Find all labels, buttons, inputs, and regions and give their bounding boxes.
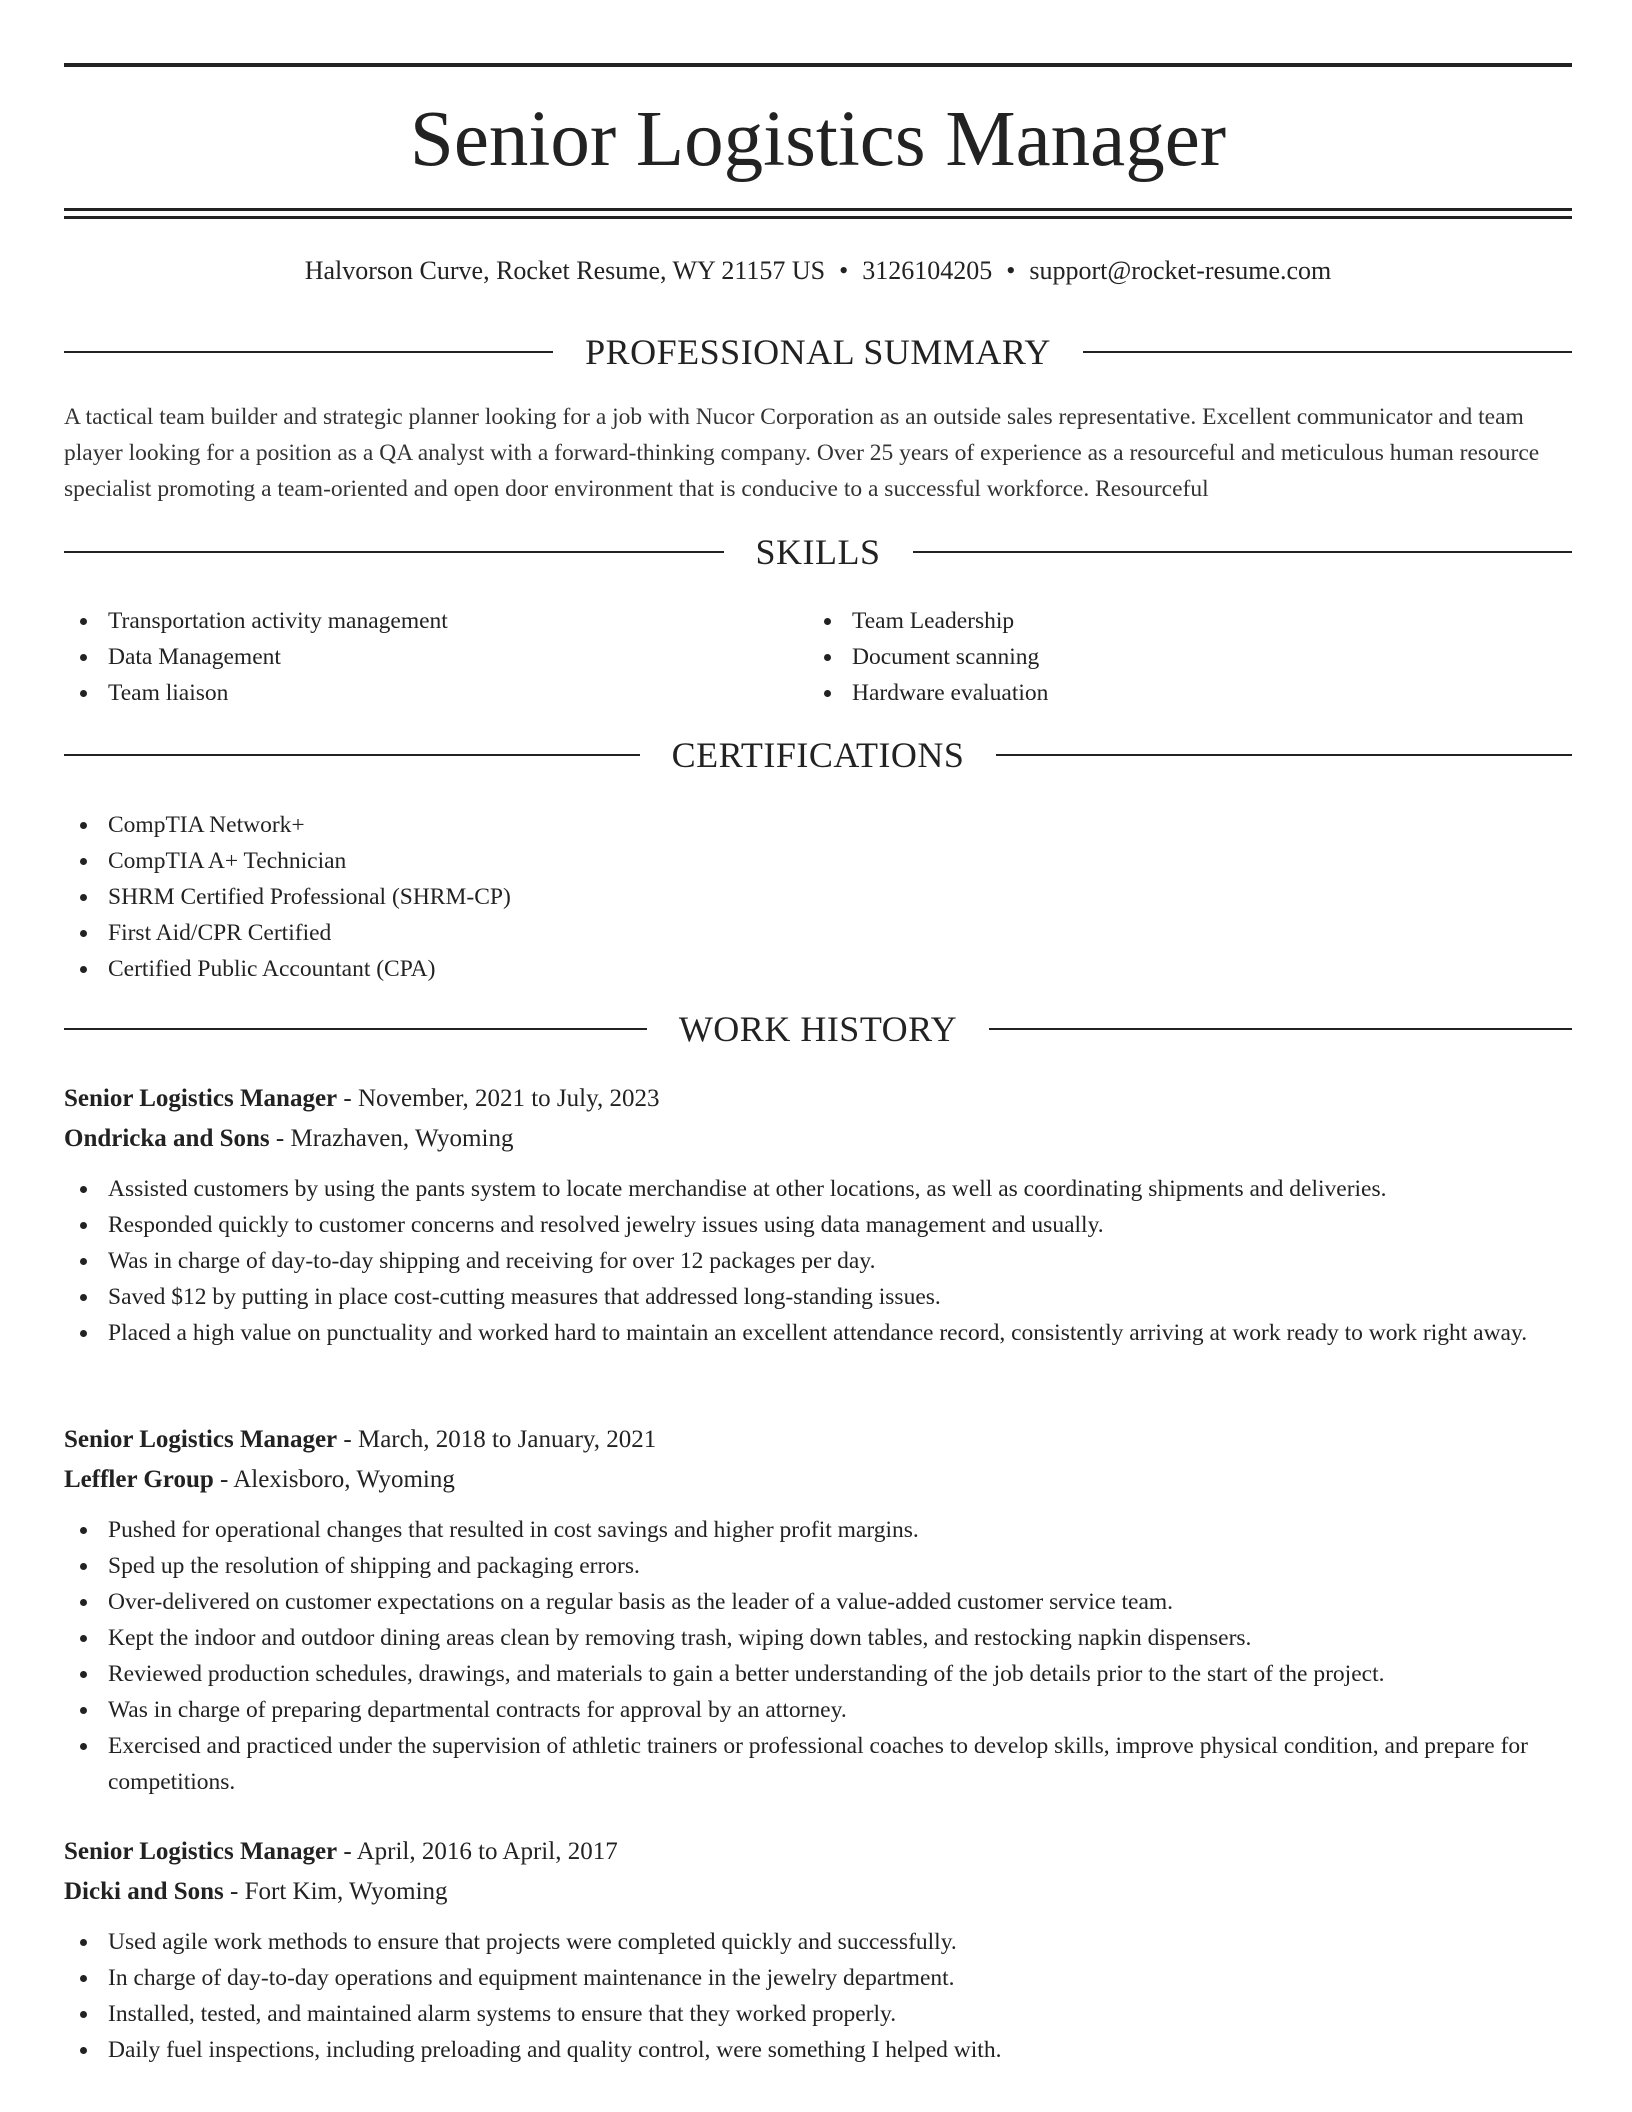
section-heading-work-history (64, 1007, 1572, 1051)
job-title: Senior Logistics Manager (64, 1085, 338, 1112)
skills-column-right (808, 603, 1552, 711)
list-item: Data Management (64, 639, 808, 675)
heading-rule-left (64, 551, 724, 553)
list-item: In charge of day-to-day operations and equipment maintenance in the jewelry department. (64, 1960, 1572, 1996)
header-top-rule (64, 63, 1572, 67)
list-item: Was in charge of day-to-day shipping and receiving for over 12 packages per day. (64, 1243, 1572, 1279)
heading-rule-right (1083, 351, 1572, 353)
list-item: CompTIA Network+ (64, 807, 1572, 843)
job-company-line (64, 1119, 1572, 1159)
list-item: Over-delivered on customer expectations on a regular basis as the leader of a value-added customer service team. (64, 1584, 1572, 1620)
list-item: Transportation activity management (64, 603, 808, 639)
job-company-line (64, 1872, 1572, 1912)
contact-separator: • (839, 256, 849, 285)
heading-rule-left (64, 754, 640, 756)
skills-column-left (64, 603, 808, 711)
list-item: SHRM Certified Professional (SHRM-CP) (64, 879, 1572, 915)
list-item: Daily fuel inspections, including preloading and quality control, were something I helped with. (64, 2032, 1572, 2068)
section-title: SKILLS (755, 532, 881, 572)
job-title-line (64, 1420, 1572, 1460)
heading-rule-right (996, 754, 1572, 756)
heading-rule-left (64, 1028, 647, 1030)
section-heading-summary (64, 330, 1572, 374)
section-heading-certifications (64, 733, 1572, 777)
job-title-line (64, 1832, 1572, 1872)
job-location: - Fort Kim, Wyoming (223, 1878, 448, 1905)
job-title: Senior Logistics Manager (64, 1426, 338, 1453)
job-dates: - March, 2018 to January, 2021 (337, 1426, 657, 1453)
summary-text: A tactical team builder and strategic planner looking for a job with Nucor Corporation as an outside sales representative. Excellent communicator and team player looking for a position as a QA analyst with a forward-thinking company. Over 25 years of experience as a resourceful and meticulous human resource specialist promoting a team-oriented and open door environment that is conducive to a successful workforce. Resourceful (64, 404, 1540, 502)
contact-separator: • (1006, 256, 1016, 285)
job-dates: - November, 2021 to July, 2023 (337, 1085, 660, 1112)
list-item: Placed a high value on punctuality and worked hard to maintain an excellent attendance record, consistently arriving at work ready to work right away. (64, 1315, 1572, 1351)
list-item: Hardware evaluation (808, 675, 1552, 711)
list-item: CompTIA A+ Technician (64, 843, 1572, 879)
list-item: First Aid/CPR Certified (64, 915, 1572, 951)
job-company-line (64, 1460, 1572, 1500)
section-title: WORK HISTORY (678, 1009, 958, 1049)
list-item: Sped up the resolution of shipping and packaging errors. (64, 1548, 1572, 1584)
job-entry (64, 1420, 1572, 1800)
list-item: Document scanning (808, 639, 1552, 675)
job-company: Ondricka and Sons (64, 1125, 270, 1152)
heading-rule-left (64, 351, 553, 353)
list-item: Pushed for operational changes that resulted in cost savings and higher profit margins. (64, 1512, 1572, 1548)
contact-address: Halvorson Curve, Rocket Resume, WY 21157 US (304, 256, 826, 285)
list-item: Responded quickly to customer concerns and resolved jewelry issues using data management and usually. (64, 1207, 1572, 1243)
job-dates: - April, 2016 to April, 2017 (337, 1838, 618, 1865)
job-company: Dicki and Sons (64, 1878, 224, 1905)
job-company: Leffler Group (64, 1466, 214, 1493)
page-title: Senior Logistics Manager (409, 96, 1227, 183)
list-item: Assisted customers by using the pants system to locate merchandise at other locations, as well as coordinating shipments and deliveries. (64, 1171, 1572, 1207)
list-item: Installed, tested, and maintained alarm systems to ensure that they worked properly. (64, 1996, 1572, 2032)
job-location: - Mrazhaven, Wyoming (269, 1125, 514, 1152)
job-title: Senior Logistics Manager (64, 1838, 338, 1865)
list-item: Certified Public Accountant (CPA) (64, 951, 1572, 987)
heading-rule-right (913, 551, 1573, 553)
skills-list (64, 603, 1572, 711)
list-item: Exercised and practiced under the supervision of athletic trainers or professional coaches to develop skills, improve physical condition, and prepare for competitions. (64, 1728, 1572, 1800)
contact-email: support@rocket-resume.com (1029, 256, 1332, 285)
list-item: Used agile work methods to ensure that projects were completed quickly and successfully. (64, 1924, 1572, 1960)
section-title: PROFESSIONAL SUMMARY (585, 332, 1051, 372)
heading-rule-right (989, 1028, 1572, 1030)
contact-line (64, 254, 1572, 288)
job-title-line (64, 1079, 1572, 1119)
list-item: Kept the indoor and outdoor dining areas clean by removing trash, wiping down tables, and restocking napkin dispensers. (64, 1620, 1572, 1656)
job-entry (64, 1079, 1572, 1351)
list-item: Team Leadership (808, 603, 1552, 639)
job-entry (64, 1832, 1572, 2068)
contact-phone: 3126104205 (862, 256, 993, 285)
list-item: Saved $12 by putting in place cost-cutting measures that addressed long-standing issues. (64, 1279, 1572, 1315)
list-item: Team liaison (64, 675, 808, 711)
list-item: Reviewed production schedules, drawings, and materials to gain a better understanding of the job details prior to the start of the project. (64, 1656, 1572, 1692)
job-location: - Alexisboro, Wyoming (213, 1466, 455, 1493)
header-double-rule-upper (64, 208, 1572, 211)
list-item: Was in charge of preparing departmental contracts for approval by an attorney. (64, 1692, 1572, 1728)
section-title: CERTIFICATIONS (671, 735, 965, 775)
header-double-rule-lower (64, 216, 1572, 219)
section-heading-skills (64, 530, 1572, 574)
certifications-list (64, 807, 1572, 987)
